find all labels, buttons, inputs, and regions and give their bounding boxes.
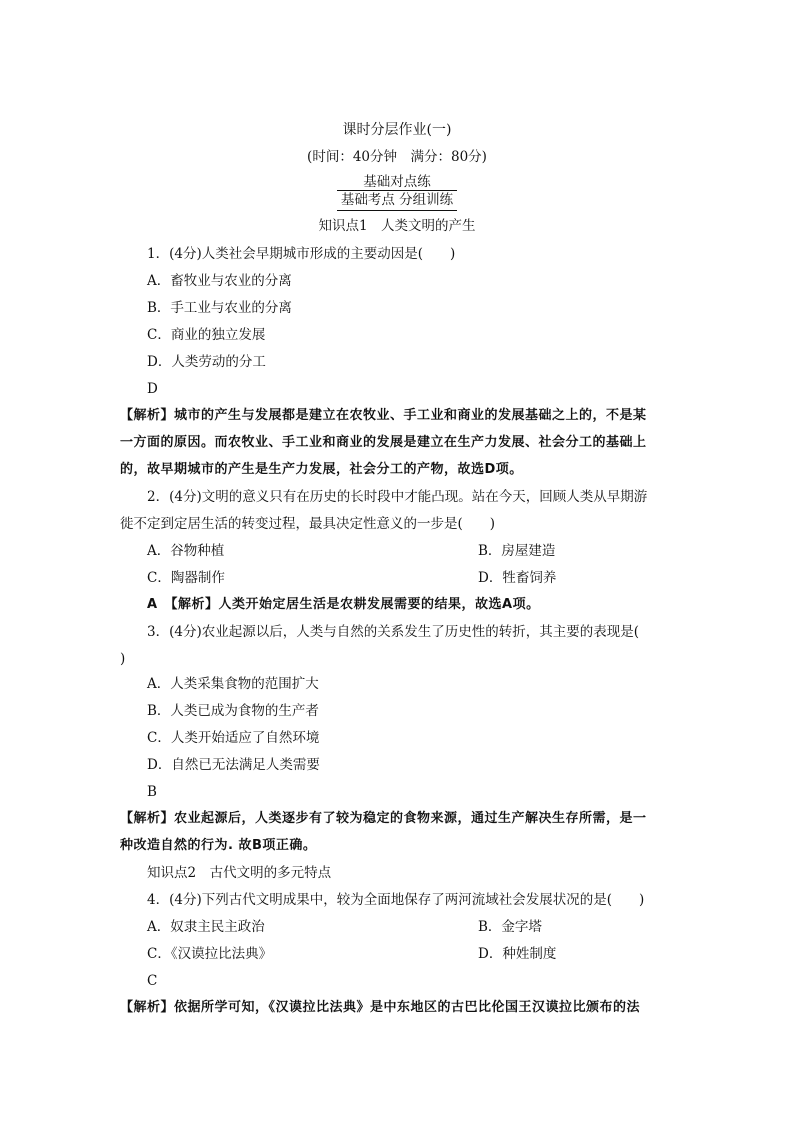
section-title: 基础对点练 [363, 174, 431, 190]
q4-option-b: B．金字塔 [478, 919, 542, 935]
q2-stem-line2: 徙不定到定居生活的转变过程，最具决定性意义的一步是( ) [120, 516, 496, 532]
q4-stem: 4．(4分)下列古代文明成果中，较为全面地保存了两河流域社会发展状况的是( ) [147, 892, 645, 908]
q3-option-b: B．人类已成为食物的生产者 [147, 703, 319, 719]
q1-answer: D [147, 381, 158, 397]
q3-option-c: C．人类开始适应了自然环境 [147, 730, 320, 746]
q2-option-c: C．陶器制作 [147, 570, 225, 586]
q3-stem-line1: 3．(4分)农业起源以后，人类与自然的关系发生了历史性的转折，其主要的表现是( [147, 624, 639, 640]
q4-option-d: D．种姓制度 [478, 946, 557, 962]
q3-stem-line2: ) [120, 651, 126, 667]
section-subtitle-text: 基础考点 分组训练 [337, 190, 457, 211]
q3-answer: B [147, 784, 157, 800]
q4-option-c: C．《汉谟拉比法典》 [147, 946, 273, 962]
section-subtitle [0, 190, 794, 211]
q2-option-b: B．房屋建造 [478, 543, 556, 559]
q1-explanation-line1: 【解析】城市的产生与发展都是建立在农牧业、手工业和商业的发展基础之上的，不是某 [120, 408, 647, 423]
q1-option-c: C．商业的独立发展 [147, 327, 266, 343]
page-subtitle: (时间：40分钟 满分：80分) [307, 149, 487, 165]
knowledge-point-1: 知识点1 人类文明的产生 [318, 218, 476, 234]
q2-stem-line1: 2．(4分)文明的意义只有在历史的长时段中才能凸现。站在今天，回顾人类从早期游 [147, 489, 648, 505]
q1-option-d: D．人类劳动的分工 [147, 354, 266, 370]
q3-explanation-line1: 【解析】农业起源后，人类逐步有了较为稳定的食物来源，通过生产解决生存所需，是一 [120, 811, 647, 826]
q3-explanation-line2: 种改造自然的行为. 故B项正确。 [120, 838, 317, 853]
q1-explanation-line3: 的，故早期城市的产生是生产力发展，社会分工的产物，故选D项。 [120, 462, 523, 477]
q4-explanation-line1: 【解析】依据所学可知，《汉谟拉比法典》是中东地区的古巴比伦国王汉谟拉比颁布的法 [120, 1000, 641, 1015]
q2-option-d: D．牲畜饲养 [478, 570, 557, 586]
q1-explanation-line2: 一方面的原因。而农牧业、手工业和商业的发展是建立在生产力发展、社会分工的基础上 [120, 435, 647, 450]
q1-option-a: A．畜牧业与农业的分离 [147, 273, 292, 289]
q1-option-b: B．手工业与农业的分离 [147, 300, 292, 316]
q1-stem: 1．(4分)人类社会早期城市形成的主要动因是( ) [147, 246, 456, 262]
q4-answer: C [147, 973, 158, 989]
q2-answer-explanation: A 【解析】人类开始定居生活是农耕发展需要的结果，故选A项。 [147, 597, 540, 612]
q3-option-a: A．人类采集食物的范围扩大 [147, 676, 319, 692]
knowledge-point-2: 知识点2 古代文明的多元特点 [147, 865, 332, 881]
page-title: 课时分层作业(一) [342, 122, 452, 138]
q2-option-a: A．谷物种植 [147, 543, 225, 559]
q4-option-a: A．奴隶主民主政治 [147, 919, 265, 935]
q3-option-d: D．自然已无法满足人类需要 [147, 757, 320, 773]
